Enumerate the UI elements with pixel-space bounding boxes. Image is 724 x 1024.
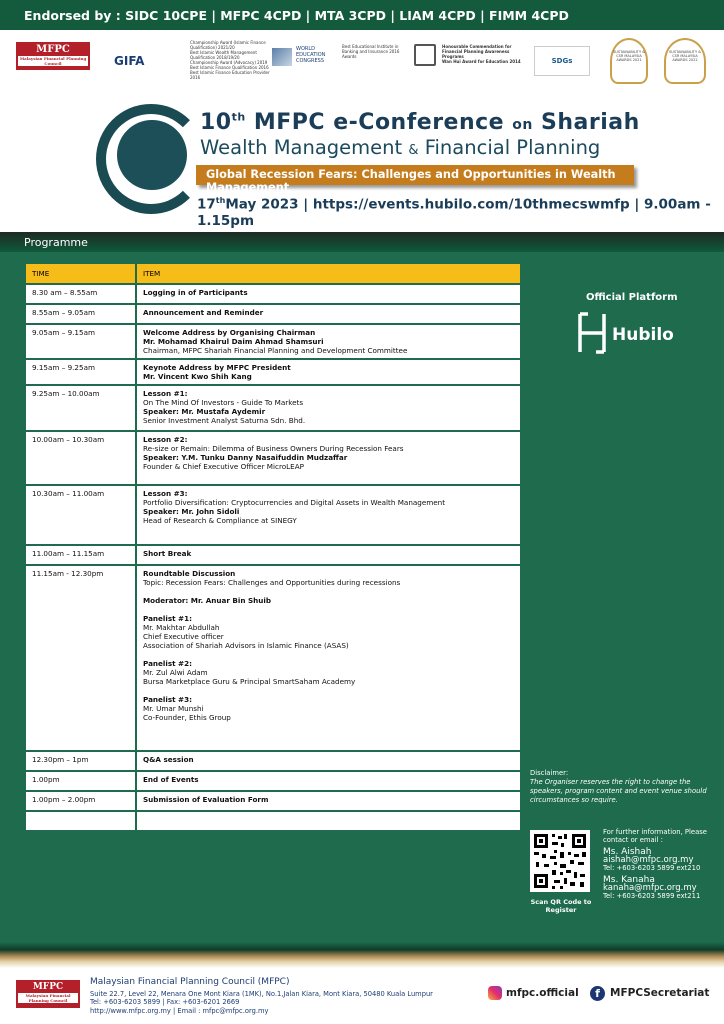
row-time: [25, 811, 136, 831]
item-line: Head of Research & Compliance at SINEGY: [143, 516, 297, 525]
programme-bar: [0, 232, 724, 252]
gifa-award-line: Championship Award (Advocacy) 2019: [190, 60, 268, 65]
item-line: Panelist #3:: [143, 695, 192, 704]
programme-row: [25, 431, 521, 485]
item-line: Roundtable Discussion: [143, 569, 236, 578]
programme-row: [25, 771, 521, 791]
gifa-logo: GIFA: [114, 54, 145, 68]
item-line: Keynote Address by MFPC President: [143, 363, 291, 372]
item-line: Co-Founder, Ethis Group: [143, 713, 231, 722]
hubilo-name: Hubilo: [612, 325, 674, 345]
item-line: Logging in of Participants: [143, 288, 248, 297]
item-line: Lesson #2:: [143, 435, 188, 444]
row-time: 12.30pm – 1pm: [25, 751, 136, 771]
sustainability-award-2022: SUSTAINABILITY & CSR MALAYSIA AWARDS 2022: [664, 38, 706, 84]
programme-row: [25, 565, 521, 751]
contact-tel-1: Tel: +603-6203 5899 ext210: [603, 864, 701, 872]
item-line: Moderator: Mr. Anuar Bin Shuib: [143, 596, 271, 605]
item-line: Speaker: Y.M. Tunku Danny Nasaifuddin Mudzaffar: [143, 453, 348, 462]
contact-intro: For further information, Please contact or email :: [603, 828, 707, 844]
qr-caption: Scan QR Code to Register: [530, 898, 592, 914]
programme-row: [25, 485, 521, 545]
item-line: Panelist #1:: [143, 614, 192, 623]
contact-name-2: Ms. Kanaha: [603, 875, 655, 885]
row-item: [136, 545, 521, 565]
qr-code[interactable]: [530, 830, 590, 892]
row-time: 9.05am – 9.15am: [25, 324, 136, 359]
platform-label: Official Platform: [586, 292, 678, 303]
event-title: 10th MFPC e-Conference on Shariah: [200, 110, 640, 135]
item-line: [143, 650, 514, 659]
row-item: [136, 485, 521, 545]
contact-email-1[interactable]: aishah@mfpc.org.my: [603, 855, 694, 865]
programme-row: [25, 751, 521, 771]
wec-logo: WORLD EDUCATION CONGRESS: [296, 46, 326, 64]
contact-tel-2: Tel: +603-6203 5899 ext211: [603, 892, 701, 900]
item-line: [143, 605, 514, 614]
hubilo-icon: [577, 312, 607, 354]
programme-row: [25, 545, 521, 565]
footer-org-name: Malaysian Financial Planning Council (MFPC): [90, 977, 290, 987]
item-line: Mr. Makhtar Abdullah: [143, 623, 220, 632]
item-line: Mr. Zul Alwi Adam: [143, 668, 208, 677]
disclaimer-text: The Organiser reserves the right to change the speakers, program content and event venue should circumstances so require.: [530, 778, 707, 804]
instagram-handle[interactable]: mfpc.official: [506, 987, 579, 999]
row-item: [136, 304, 521, 324]
item-line: Lesson #1:: [143, 389, 188, 398]
item-line: Panelist #2:: [143, 659, 192, 668]
footer-mfpc-logo: MFPC Malaysian Financial Planning Council: [16, 980, 80, 1008]
row-time: 10.00am – 10.30am: [25, 431, 136, 485]
sustainability-award-2021: SUSTAINABILITY & CSR MALAYSIA AWARDS 2021: [610, 38, 648, 84]
row-time: 11.15am - 12.30pm: [25, 565, 136, 751]
mfpc-logo: MFPC Malaysian Financial Planning Council: [16, 42, 90, 70]
programme-section: [0, 252, 724, 942]
row-time: 8.55am – 9.05am: [25, 304, 136, 324]
row-item: [136, 284, 521, 304]
item-line: Chief Executive officer: [143, 632, 224, 641]
row-time: 10.30am – 11.00am: [25, 485, 136, 545]
row-item: [136, 751, 521, 771]
row-time: 11.00am – 11.15am: [25, 545, 136, 565]
decorative-stripe: [0, 942, 724, 968]
programme-row: [25, 284, 521, 304]
programme-table: [24, 262, 522, 832]
contact-info: [603, 828, 721, 900]
item-line: [143, 587, 514, 596]
awards-strip: [0, 34, 724, 90]
programme-row: [25, 359, 521, 385]
footer: [0, 968, 724, 1024]
wec-icon: [272, 48, 292, 66]
facebook-icon[interactable]: f: [590, 986, 605, 1001]
endorsement-bar: [0, 0, 724, 30]
item-line: Announcement and Reminder: [143, 308, 264, 317]
item-line: Mr. Umar Munshi: [143, 704, 204, 713]
row-time: 8.30 am – 8.55am: [25, 284, 136, 304]
gifa-award-line: Best Islamic Finance Qualification 2016: [190, 65, 269, 70]
item-line: Q&A session: [143, 755, 194, 764]
item-line: Submission of Evaluation Form: [143, 795, 269, 804]
item-line: Senior Investment Analyst Saturna Sdn. Bhd.: [143, 416, 306, 425]
row-item: [136, 324, 521, 359]
item-line: Association of Shariah Advisors in Islamic Finance (ASAS): [143, 641, 349, 650]
item-line: Portfolio Diversification: Cryptocurrencies and Digital Assets in Wealth Management: [143, 498, 446, 507]
row-time: 1.00pm – 2.00pm: [25, 791, 136, 811]
unesco-icon: [414, 44, 436, 66]
item-line: Chairman, MFPC Shariah Financial Planning and Development Committee: [143, 346, 408, 355]
item-line: Speaker: Mr. John Sidoli: [143, 507, 240, 516]
col-time-header: TIME: [25, 263, 136, 284]
contact-name-1: Ms. Aishah: [603, 847, 652, 857]
sdg-logo: SDGs: [534, 46, 590, 76]
event-theme: Global Recession Fears: Challenges and Opportunities in Wealth Management: [196, 165, 634, 185]
row-time: 1.00pm: [25, 771, 136, 791]
item-line: Short Break: [143, 549, 192, 558]
row-time: 9.25am – 10.00am: [25, 385, 136, 431]
programme-row: [25, 324, 521, 359]
row-item: [136, 771, 521, 791]
item-line: End of Events: [143, 775, 199, 784]
row-time: 9.15am – 9.25am: [25, 359, 136, 385]
item-line: Re-size or Remain: Dilemma of Business Owners During Recession Fears: [143, 444, 404, 453]
globe-map-icon: [117, 120, 187, 190]
event-header: [0, 90, 724, 232]
item-line: Speaker: Mr. Mustafa Aydemir: [143, 407, 266, 416]
row-item: [136, 565, 521, 751]
event-date-link[interactable]: 17thMay 2023 | https://events.hubilo.com/10thmecswmfp | 9.00am - 1.15pm: [197, 196, 711, 229]
item-line: Mr. Mohamad Khairul Daim Ahmad Shamsuri: [143, 337, 324, 346]
facebook-handle[interactable]: MFPCSecretariat: [610, 987, 710, 999]
item-line: [143, 686, 514, 695]
disclaimer-title: Disclaimer:: [530, 769, 569, 777]
disclaimer: [530, 769, 710, 805]
wec-award: Best Educational Institute in Banking and Insurance 2016 Awards: [342, 44, 400, 59]
gifa-award-line: Best Islamic Wealth Management Qualification 2018/19/20: [190, 50, 257, 60]
unesco-award: Honourable Commendation for Financial Planning Awareness Programs Wan Hui Award for Education 2014: [442, 44, 521, 64]
footer-address: Suite 22.7, Level 22, Menara One Mont Kiara (1MK), No.1,Jalan Kiara, Mont Kiara, 50480 Kuala Lumpur Tel: +603-6203 5899 | Fax: +603-6201 2669 http://www.mfpc.org.my | Email : mfpc@mfpc.org.my: [90, 990, 433, 1015]
row-item: [136, 791, 521, 811]
programme-row: [25, 811, 521, 831]
row-item: [136, 359, 521, 385]
row-item: [136, 385, 521, 431]
item-line: On The Mind Of Investors - Guide To Markets: [143, 398, 304, 407]
col-item-header: ITEM: [136, 263, 521, 284]
item-line: Mr. Vincent Kwo Shih Kang: [143, 372, 252, 381]
programme-row: [25, 304, 521, 324]
item-line: Bursa Marketplace Guru & Principal SmartSaham Academy: [143, 677, 356, 686]
instagram-icon[interactable]: [488, 986, 502, 1000]
row-item: [136, 811, 521, 831]
item-line: Welcome Address by Organising Chairman: [143, 328, 316, 337]
gifa-awards: [190, 40, 270, 80]
item-line: Topic: Recession Fears: Challenges and Opportunities during recessions: [143, 578, 401, 587]
gifa-award-line: Championship Award (Islamic Finance Qualification) 2021/20: [190, 40, 266, 50]
event-subtitle: Wealth Management & Financial Planning: [200, 136, 601, 159]
item-line: Lesson #3:: [143, 489, 188, 498]
programme-label: Programme: [24, 236, 88, 249]
programme-row: [25, 791, 521, 811]
contact-email-2[interactable]: kanaha@mfpc.org.my: [603, 883, 697, 893]
endorsement-text: Endorsed by : SIDC 10CPE | MFPC 4CPD | MTA 3CPD | LIAM 4CPD | FIMM 4CPD: [24, 8, 569, 23]
programme-row: [25, 385, 521, 431]
item-line: Founder & Chief Executive Officer MicroLEAP: [143, 462, 304, 471]
gifa-award-line: Best Islamic Finance Education Provider 2016: [190, 70, 270, 80]
row-item: [136, 431, 521, 485]
